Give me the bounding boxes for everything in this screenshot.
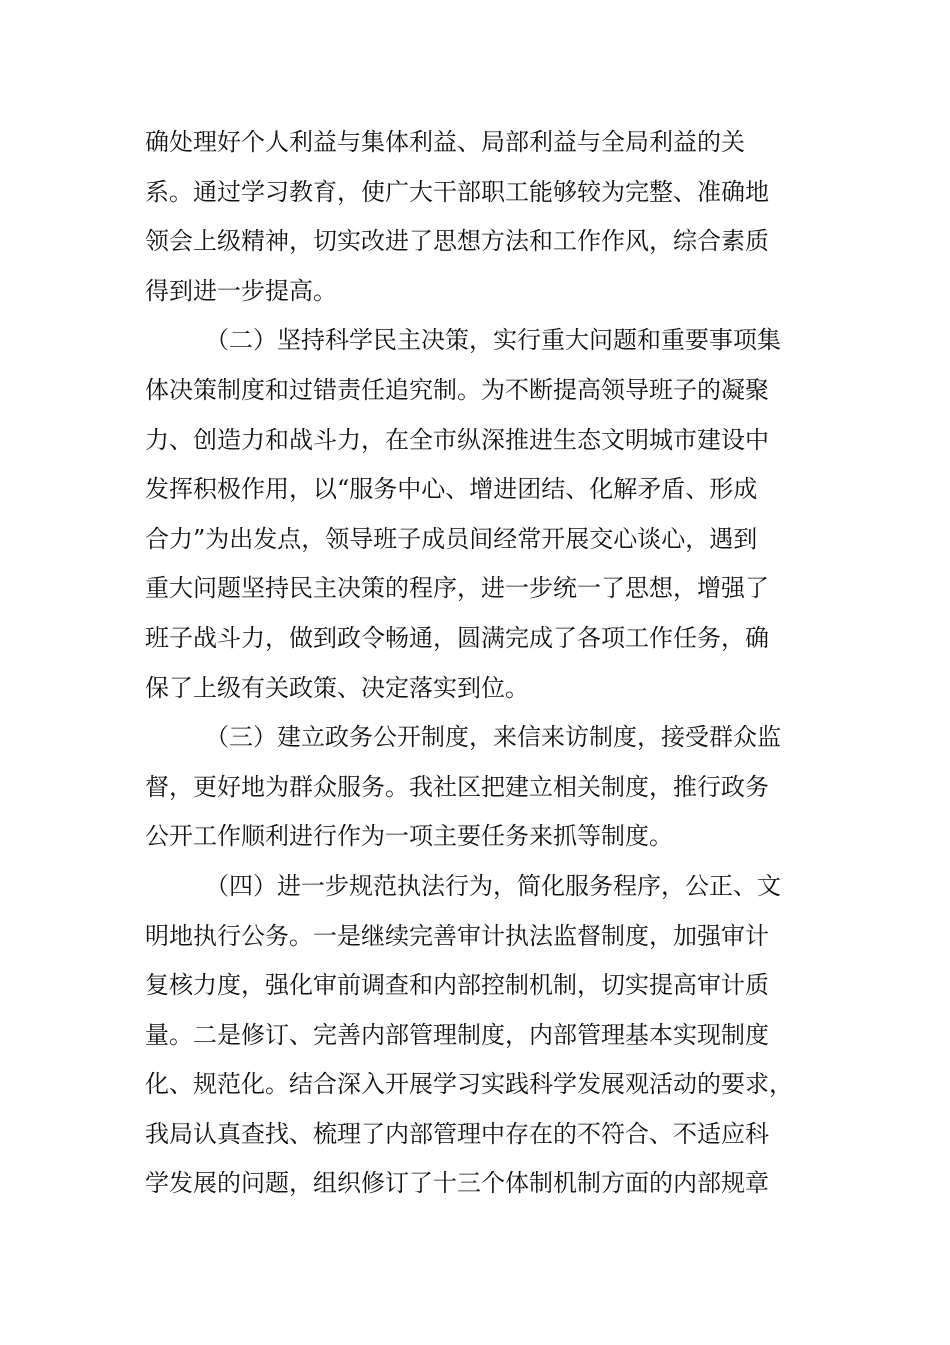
- text-line: 合力”为出发点，领导班子成员间经常开展交心谈心，遇到: [145, 524, 758, 553]
- text-line: 系。通过学习教育，使广大干部职工能够较为完整、准确地: [145, 177, 769, 206]
- paragraph-2-first-line: （二）坚持科学民主决策，实行重大问题和重要事项集: [205, 326, 781, 355]
- paragraph-4-first-line: （四）进一步规范执法行为，简化服务程序，公正、文: [205, 871, 781, 900]
- text-line: 学发展的问题，组织修订了十三个体制机制方面的内部规章: [145, 1169, 769, 1198]
- text-line: 我局认真查找、梳理了内部管理中存在的不符合、不适应科: [145, 1119, 769, 1148]
- text-line: 化、规范化。结合深入开展学习实践科学发展观活动的要求，: [145, 1070, 793, 1099]
- text-line: 力、创造力和战斗力，在全市纵深推进生态文明城市建设中: [145, 425, 769, 454]
- text-line: 督，更好地为群众服务。我社区把建立相关制度，推行政务: [145, 772, 769, 801]
- text-line: 保了上级有关政策、决定落实到位。: [145, 673, 529, 702]
- document-body: [145, 118, 793, 1209]
- text-line: 明地执行公务。一是继续完善审计执法监督制度，加强审计: [145, 921, 769, 950]
- text-line: 复核力度，强化审前调查和内部控制机制，切实提高审计质: [145, 971, 769, 1000]
- paragraph-3-first-line: （三）建立政务公开制度，来信来访制度，接受群众监: [205, 723, 781, 752]
- text-line: 重大问题坚持民主决策的程序，进一步统一了思想，增强了: [145, 574, 769, 603]
- text-line: 得到进一步提高。: [145, 276, 337, 305]
- text-line: 确处理好个人利益与集体利益、局部利益与全局利益的关: [145, 128, 745, 156]
- text-line: 班子战斗力，做到政令畅通，圆满完成了各项工作任务，确: [145, 623, 769, 652]
- text-line: 体决策制度和过错责任追究制。为不断提高领导班子的凝聚: [145, 375, 769, 404]
- text-line: 发挥积极作用，以“服务中心、增进团结、化解矛盾、形成: [145, 475, 758, 504]
- text-line: 量。二是修订、完善内部管理制度，内部管理基本实现制度: [145, 1020, 769, 1049]
- text-line: 公开工作顺利进行作为一项主要任务来抓等制度。: [145, 822, 673, 851]
- text-line: 领会上级精神，切实改进了思想方法和工作作风，综合素质: [145, 227, 769, 256]
